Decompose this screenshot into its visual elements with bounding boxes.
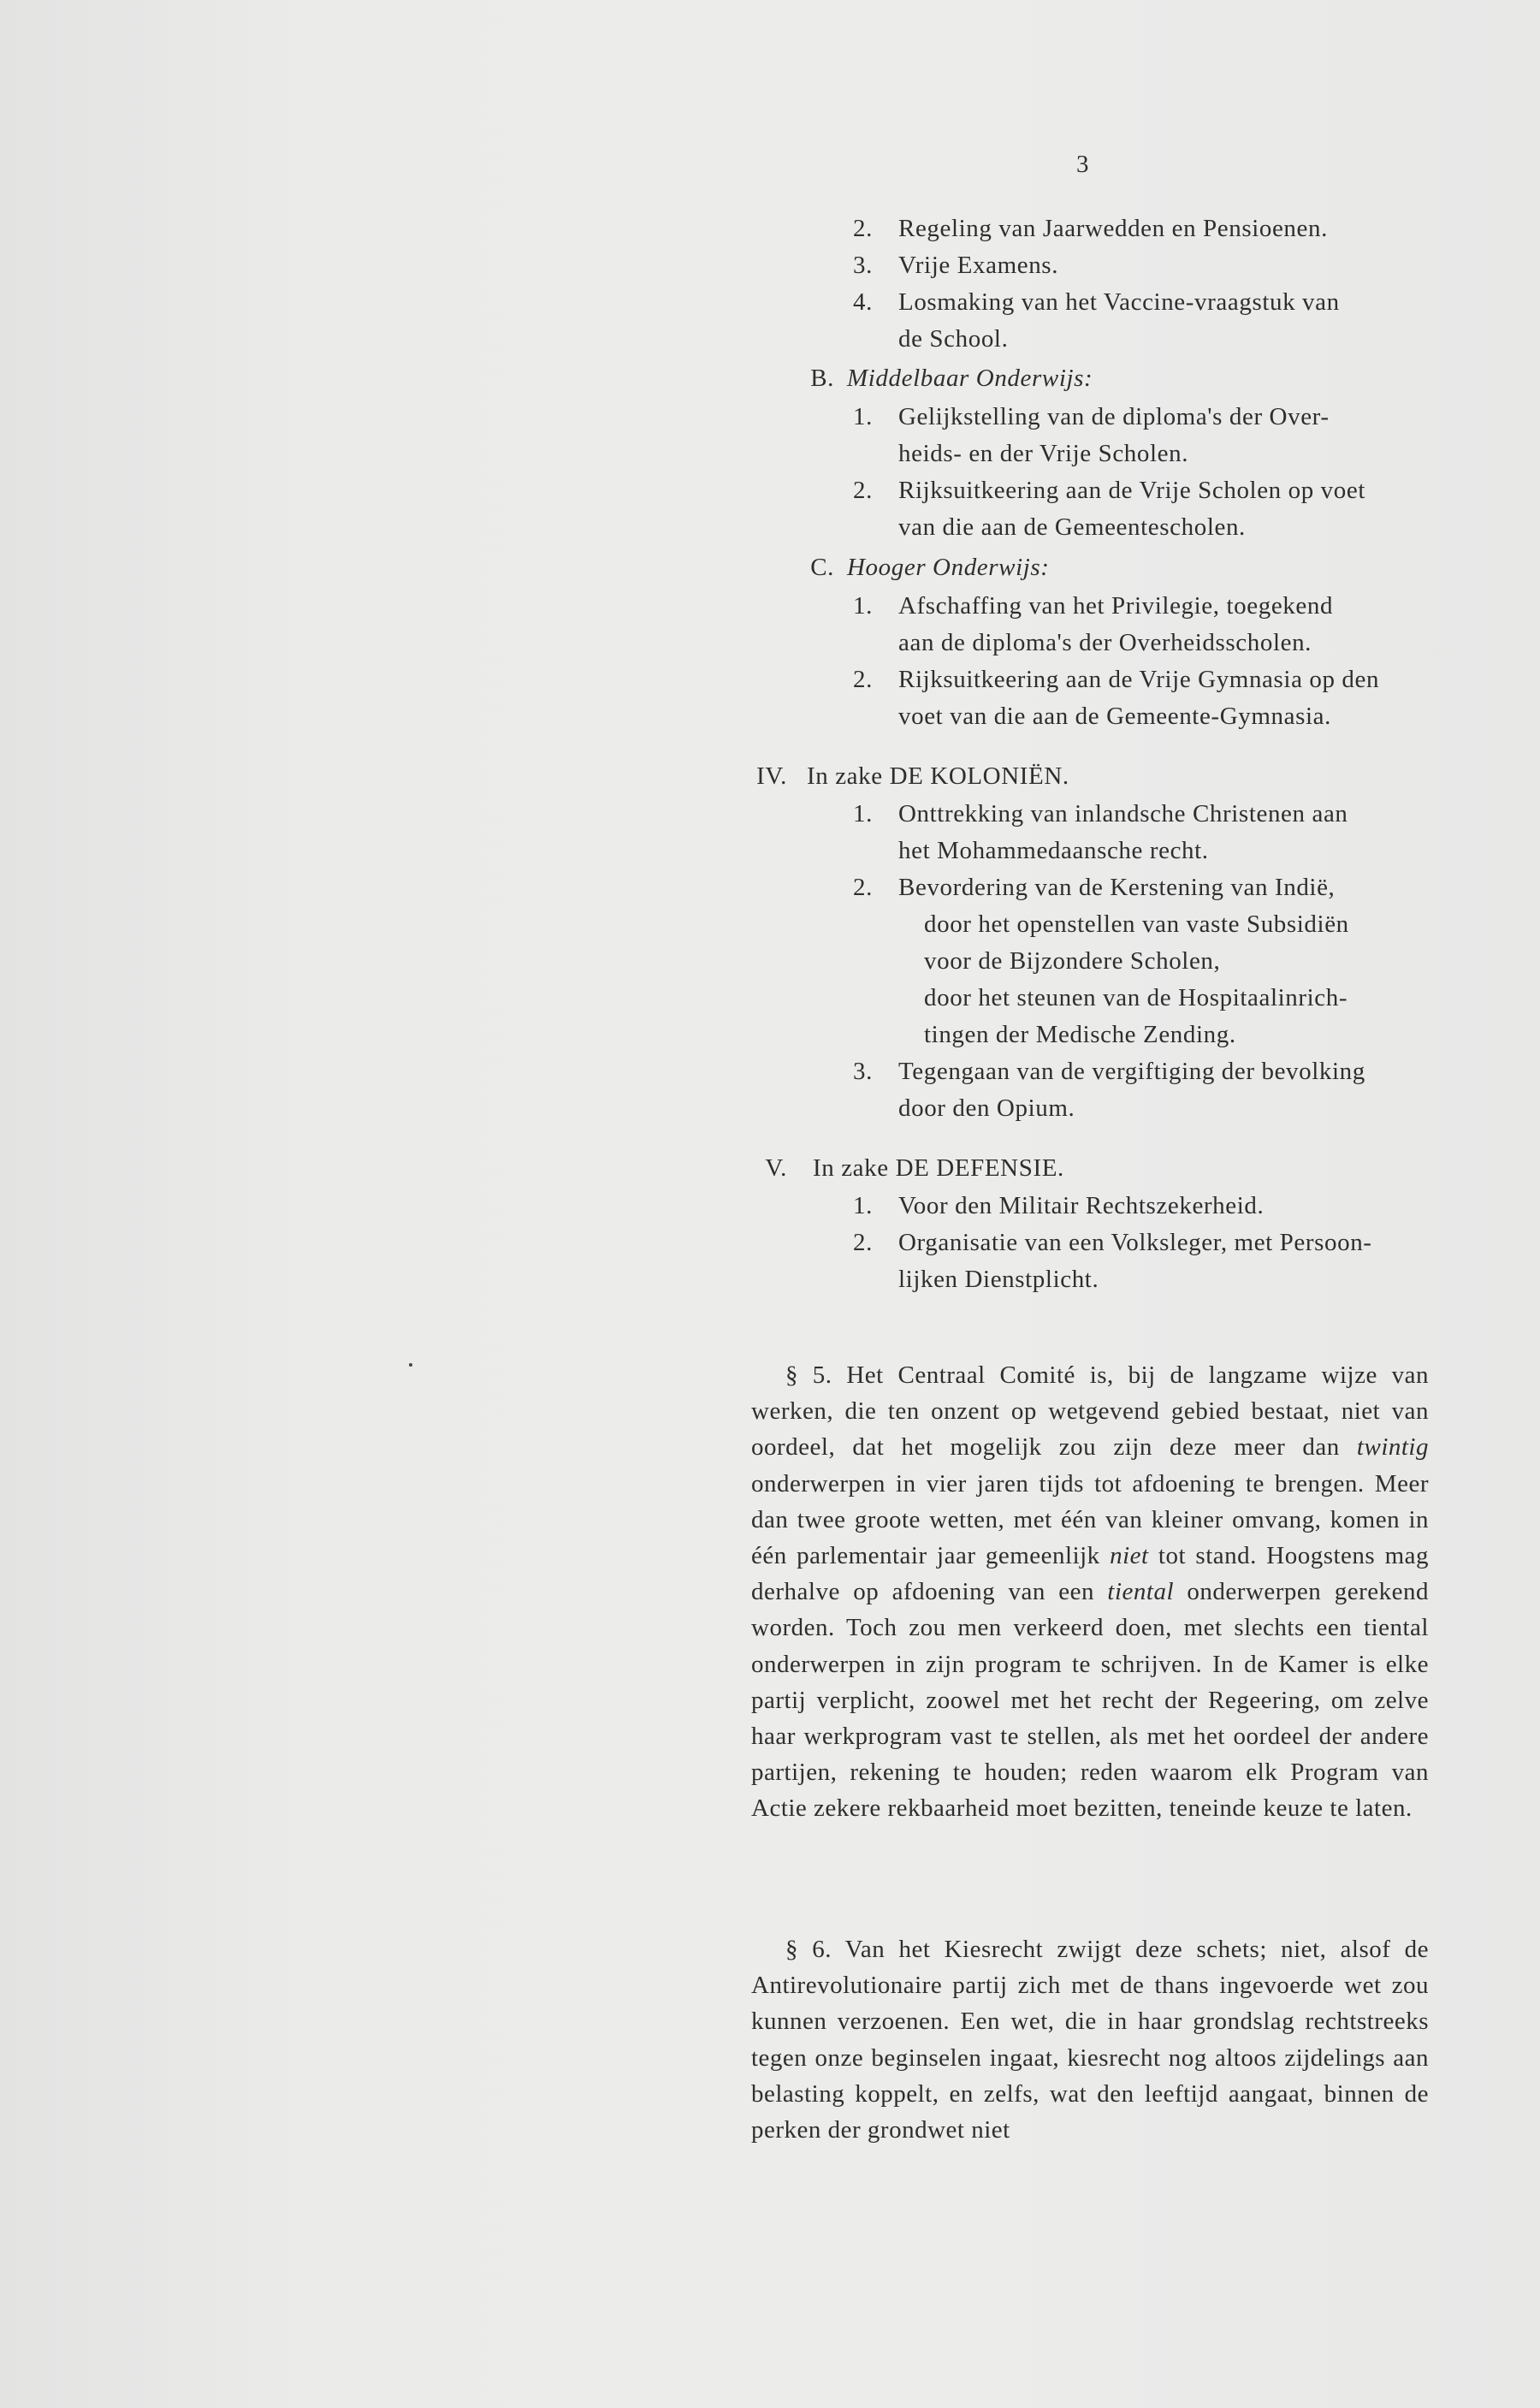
list-number: 1. — [853, 403, 873, 430]
list-number: 2. — [853, 1229, 873, 1256]
list-number: 1. — [853, 1192, 873, 1219]
list-number: 2. — [853, 215, 873, 242]
list-item-text: Voor den Militair Rechtszekerheid. — [898, 1192, 1265, 1219]
page-number: 3 — [1076, 151, 1090, 178]
list-sub-text: door het openstellen van vaste Subsidiën — [924, 910, 1349, 938]
list-number: 3. — [853, 1058, 873, 1085]
list-number: 2. — [853, 477, 873, 504]
section-numeral: V. — [765, 1154, 787, 1182]
list-item-text: van die aan de Gemeentescholen. — [898, 513, 1246, 541]
list-item-text: Onttrekking van inlandsche Christenen aan — [898, 800, 1348, 827]
paragraph-text: Van het Kiesrecht zwijgt deze schets; niet, alsof de Antirevolutionaire partij zich met de thans ingevoerde wet zou kunnen verzoenen. Een wet, die in haar grondslag rechtstreeks tegen onze beginselen ingaat, kiesrecht nog altoos zijdelings aan belasting koppelt, en zelfs, wat den leeftijd aangaat, binnen de perken der grondwet niet — [751, 1936, 1429, 2144]
list-item-text: heids- en der Vrije Scholen. — [898, 440, 1189, 467]
paragraph-label: § 6. — [785, 1936, 832, 1963]
section-letter: B. — [810, 365, 834, 392]
list-item-text: Organisatie van een Volksleger, met Persoon- — [898, 1229, 1372, 1256]
list-number: 2. — [853, 874, 873, 901]
section-letter: C. — [810, 554, 834, 581]
section-heading: In zake DE KOLONIËN. — [807, 762, 1069, 790]
list-sub-text: door het steunen van de Hospitaalinrich- — [924, 984, 1348, 1011]
paragraph-6 — [751, 1931, 1429, 2148]
list-item-text: Afschaffing van het Privilegie, toegekend — [898, 592, 1334, 620]
list-item-text: Gelijkstelling van de diploma's der Over- — [898, 403, 1330, 430]
list-item-text: de School. — [898, 325, 1009, 353]
list-sub-text: voor de Bijzondere Scholen, — [924, 947, 1221, 975]
list-number: 4. — [853, 288, 873, 316]
paragraph-text: tot stand. Hoogstens mag derhalve op afdoening van een — [751, 1542, 1429, 1606]
paragraph-text: Het Centraal Comité is, bij de langzame wijze van werken, die ten onzent op wetgevend gebied bestaat, niet van oordeel, dat het mogelijk zou zijn deze meer dan — [751, 1361, 1430, 1462]
section-title: Middelbaar Onderwijs: — [847, 365, 1093, 392]
list-item-text: Bevordering van de Kerstening van Indië, — [898, 874, 1336, 901]
section-title: Hooger Onderwijs: — [847, 554, 1050, 581]
list-item-text: Rijksuitkeering aan de Vrije Scholen op voet — [898, 477, 1366, 504]
list-item-text: Losmaking van het Vaccine-vraagstuk van — [898, 288, 1340, 316]
paragraph-5 — [751, 1357, 1429, 1827]
list-item-text: Vrije Examens. — [898, 252, 1059, 279]
list-sub-text: tingen der Medische Zending. — [924, 1021, 1236, 1048]
list-item-text: het Mohammedaansche recht. — [898, 837, 1209, 864]
paragraph-label: § 5. — [785, 1361, 832, 1389]
list-item-text: aan de diploma's der Overheidsscholen. — [898, 629, 1312, 656]
list-item-text: door den Opium. — [898, 1094, 1075, 1122]
list-number: 1. — [853, 800, 873, 827]
ink-speck — [409, 1363, 412, 1367]
emphasis-text: twintig — [1356, 1433, 1429, 1462]
section-numeral: IV. — [756, 762, 787, 790]
paragraph-text: onderwerpen gerekend worden. Toch zou men verkeerd doen, met slechts een tiental onderwerpen in zijn program te schrijven. In de Kamer is elke partij verplicht, zoowel met het recht der Regeering, om zelve haar werkprogram vast te stellen, als met het oordeel der andere partijen, rekening te houden; reden waarom elk Program van Actie zekere rekbaarheid moet bezitten, teneinde keuze te laten. — [751, 1578, 1429, 1823]
list-number: 2. — [853, 666, 873, 693]
list-item-text: Rijksuitkeering aan de Vrije Gymnasia op den — [898, 666, 1380, 693]
paragraph-text: onderwerpen in vier jaren tijds tot afdoening te brengen. Meer dan twee groote wetten, met één van kleiner omvang, komen in één parlementair jaar gemeenlijk — [751, 1469, 1429, 1570]
emphasis-text: niet — [1110, 1542, 1149, 1570]
section-heading: In zake DE DEFENSIE. — [813, 1154, 1064, 1182]
list-number: 1. — [853, 592, 873, 620]
list-item-text: Tegengaan van de vergiftiging der bevolking — [898, 1058, 1365, 1085]
emphasis-text: tiental — [1107, 1578, 1175, 1606]
list-number: 3. — [853, 252, 873, 279]
list-item-text: lijken Dienstplicht. — [898, 1266, 1099, 1293]
list-item-text: Regeling van Jaarwedden en Pensioenen. — [898, 215, 1328, 242]
list-item-text: voet van die aan de Gemeente-Gymnasia. — [898, 703, 1331, 730]
